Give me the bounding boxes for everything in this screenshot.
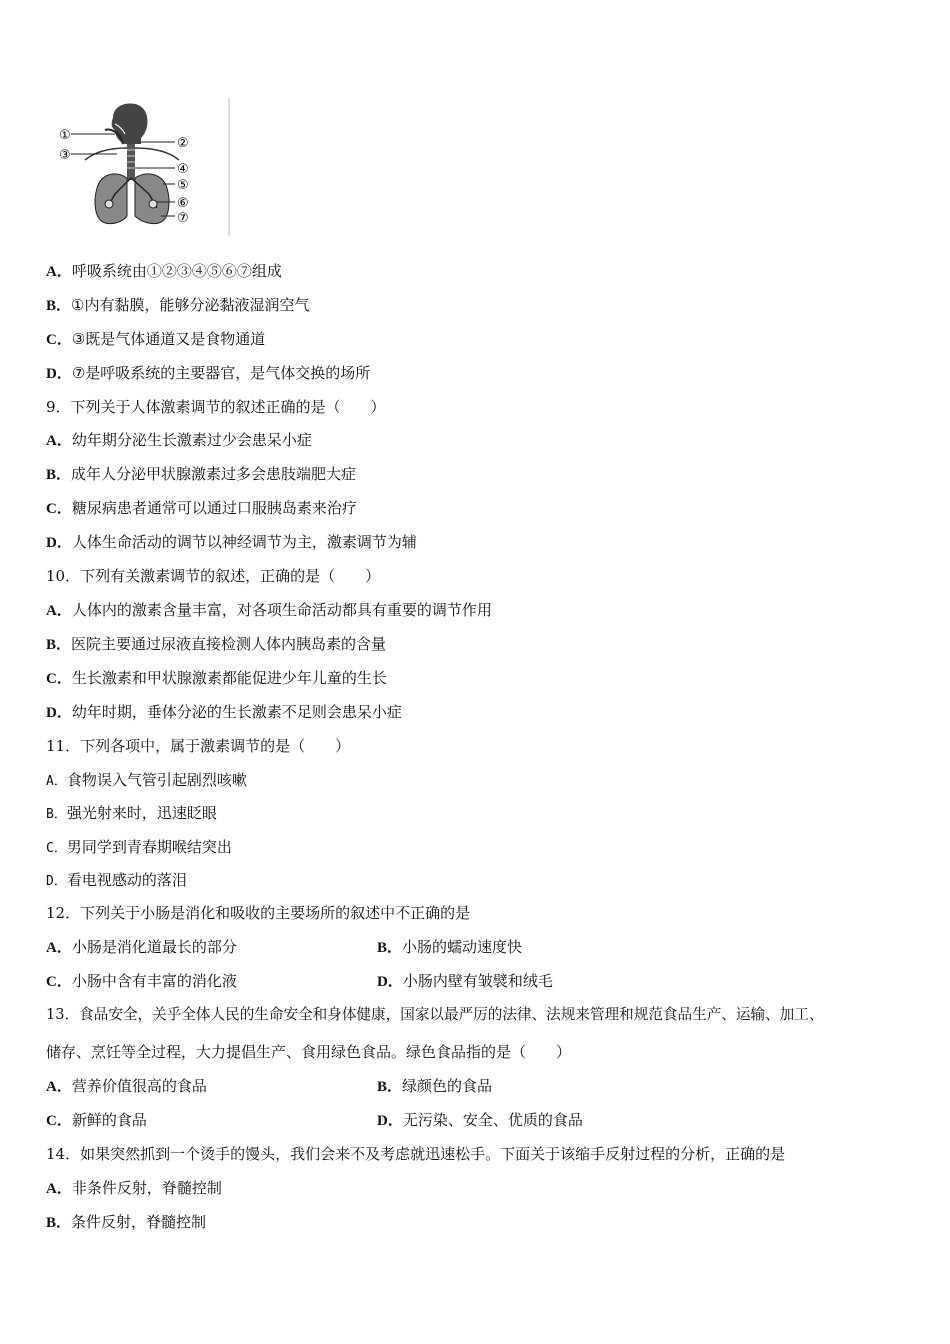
q11-option-c: C．男同学到青春期喉结突出 <box>46 838 232 856</box>
label-4: ④ <box>177 162 189 177</box>
q10-option-d: D．幼年时期，垂体分泌的生长激素不足则会患呆小症 <box>46 703 402 721</box>
label-6: ⑥ <box>177 196 189 211</box>
q10-option-c: C．生长激素和甲状腺激素都能促进少年儿童的生长 <box>46 669 387 687</box>
q8-option-b: B．①内有黏膜，能够分泌黏液湿润空气 <box>46 296 310 314</box>
q10-option-b: B．医院主要通过尿液直接检测人体内胰岛素的含量 <box>46 635 387 653</box>
q8-option-d: D．⑦是呼吸系统的主要器官，是气体交换的场所 <box>46 364 371 382</box>
q11-stem: 11．下列各项中，属于激素调节的是（ ） <box>46 737 351 755</box>
q9-stem: 9．下列关于人体激素调节的叙述正确的是（ ） <box>46 398 386 416</box>
q9-option-b: B．成年人分泌甲状腺激素过多会患肢端肥大症 <box>46 465 357 483</box>
label-2: ② <box>177 136 189 151</box>
label-3: ③ <box>59 148 71 163</box>
q8-option-a: A．呼吸系统由①②③④⑤⑥⑦组成 <box>46 262 282 280</box>
q9-option-c: C．糖尿病患者通常可以通过口服胰岛素来治疗 <box>46 499 357 517</box>
label-7: ⑦ <box>177 211 189 226</box>
q12-option-c: C．小肠中含有丰富的消化液 <box>46 972 237 990</box>
q13-option-c: C．新鲜的食品 <box>46 1111 147 1129</box>
q12-option-a: A．小肠是消化道最长的部分 <box>46 938 237 956</box>
q13-stem-line2: 储存、烹饪等全过程，大力提倡生产、食用绿色食品。绿色食品指的是（ ） <box>46 1043 572 1061</box>
respiratory-system-figure <box>45 98 231 236</box>
q13-option-b: B．绿颜色的食品 <box>377 1077 493 1095</box>
q13-option-a: A．营养价值很高的食品 <box>46 1077 207 1095</box>
q9-option-a: A．幼年期分泌生长激素过少会患呆小症 <box>46 431 312 449</box>
q9-option-d: D．人体生命活动的调节以神经调节为主，激素调节为辅 <box>46 533 417 551</box>
q14-stem: 14．如果突然抓到一个烫手的馒头，我们会来不及考虑就迅速松手。下面关于该缩手反射过程的分析，正确的是 <box>46 1145 786 1163</box>
label-1: ① <box>59 128 71 143</box>
label-5: ⑤ <box>177 178 189 193</box>
q10-option-a: A．人体内的激素含量丰富，对各项生命活动都具有重要的调节作用 <box>46 601 492 619</box>
q12-option-d: D．小肠内壁有皱襞和绒毛 <box>377 972 553 990</box>
q13-option-d: D．无污染、安全、优质的食品 <box>377 1111 583 1129</box>
q12-option-b: B．小肠的蠕动速度快 <box>377 938 523 956</box>
q11-option-b: B．强光射来时，迅速眨眼 <box>46 804 217 822</box>
respiratory-diagram <box>45 98 231 236</box>
q11-option-a: A．食物误入气管引起剧烈咳嗽 <box>46 771 247 789</box>
q13-stem-line1: 13．食品安全，关乎全体人民的生命安全和身体健康，国家以最严厉的法律、法规来管理和规范食品生产、运输、加工、 <box>46 1006 824 1023</box>
q14-option-b: B．条件反射，脊髓控制 <box>46 1213 207 1231</box>
q12-stem: 12．下列关于小肠是消化和吸收的主要场所的叙述中不正确的是 <box>46 904 471 922</box>
q10-stem: 10．下列有关激素调节的叙述，正确的是（ ） <box>46 567 381 585</box>
q8-option-c: C．③既是气体通道又是食物通道 <box>46 330 266 348</box>
q11-option-d: D．看电视感动的落泪 <box>46 871 187 889</box>
q14-option-a: A．非条件反射，脊髓控制 <box>46 1179 222 1197</box>
